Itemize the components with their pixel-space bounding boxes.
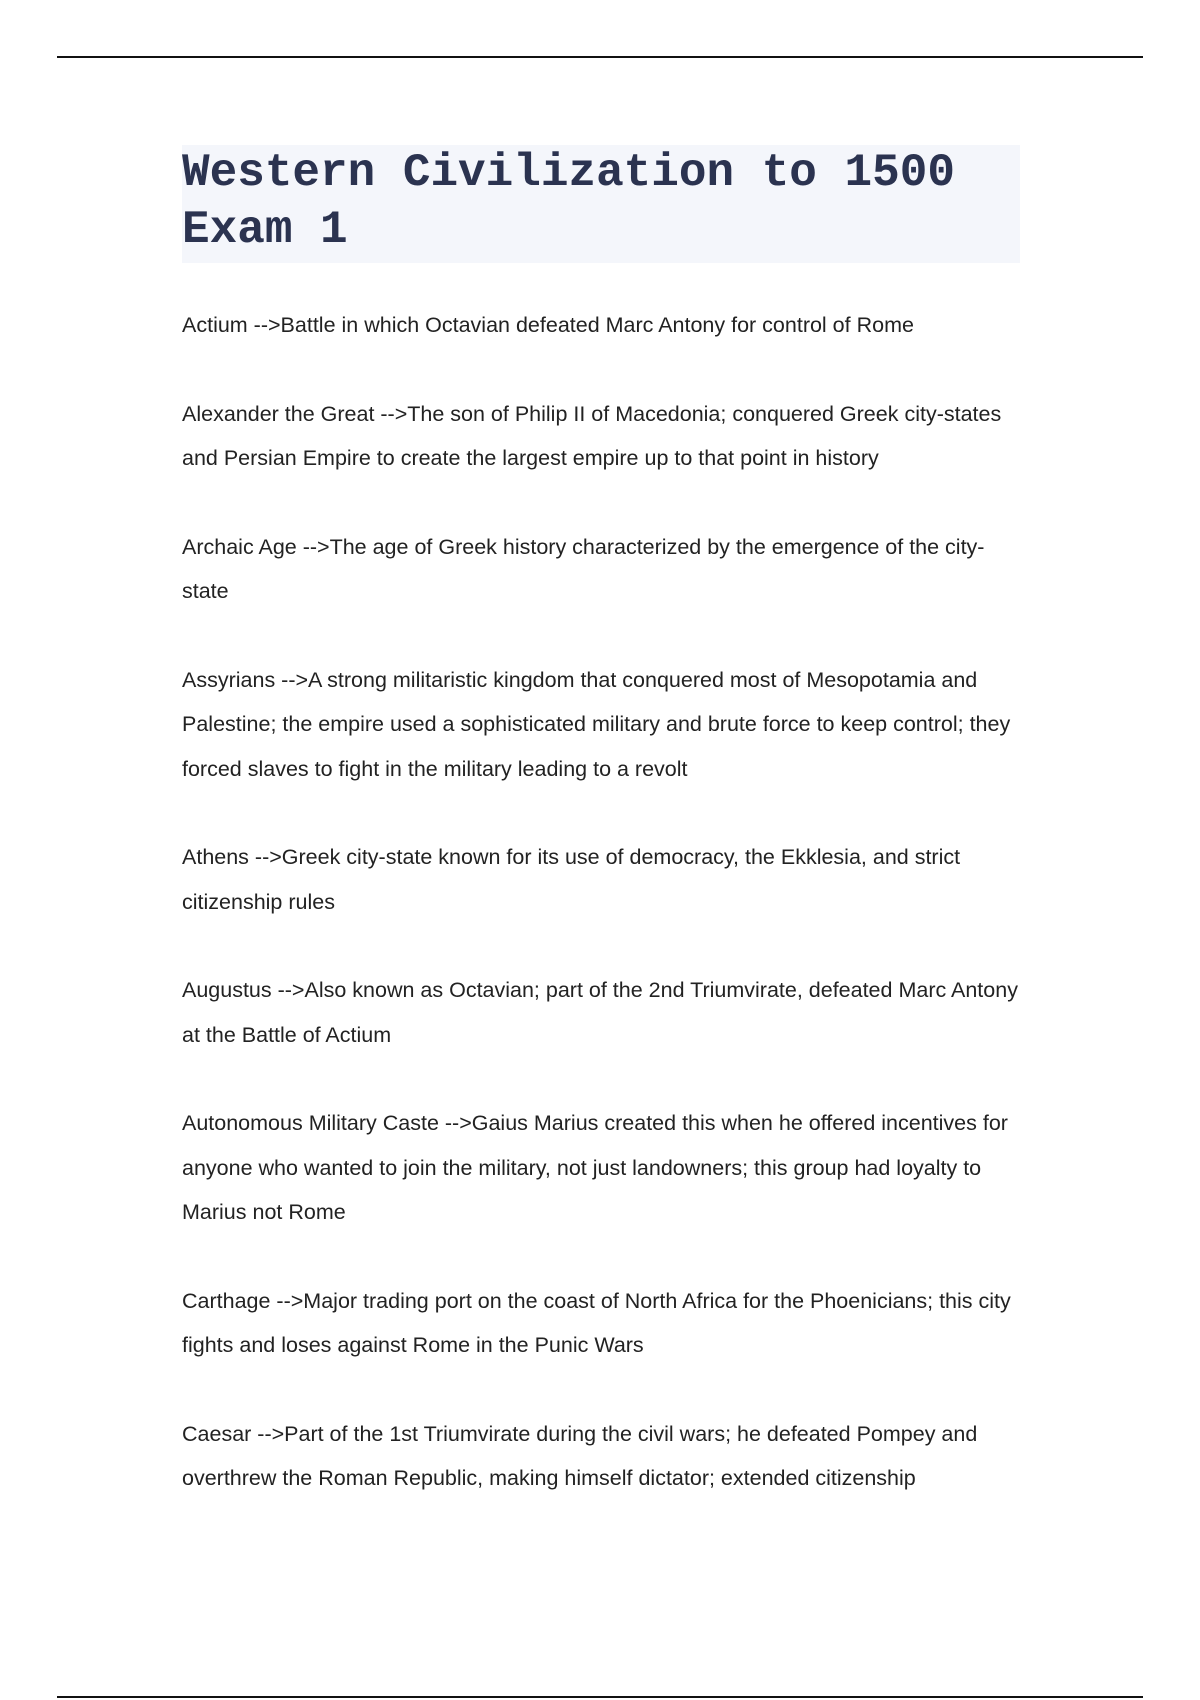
term-entry-actium: Actium -->Battle in which Octavian defeated Marc Antony for control of Rome	[182, 313, 914, 337]
term-list	[182, 303, 1020, 1501]
term-entry-carthage: Carthage -->Major trading port on the coast of North Africa for the Phoenicians; this city fights and loses against Rome in the Punic Wars	[182, 1288, 1011, 1357]
document-title	[182, 145, 1020, 259]
term-entry-augustus: Augustus -->Also known as Octavian; part of the 2nd Triumvirate, defeated Marc Antony at the Battle of Actium	[182, 978, 1018, 1047]
term-entry-assyrians: Assyrians -->A strong militaristic kingdom that conquered most of Mesopotamia and Palestine; the empire used a sophisticated military and brute force to keep control; they forced slaves to fight in the military leading to a revolt	[182, 667, 1011, 781]
title-line-2: Exam 1	[182, 204, 348, 256]
document-body	[182, 145, 1020, 1545]
term-entry-alexander: Alexander the Great -->The son of Philip II of Macedonia; conquered Greek city-states and Persian Empire to create the largest empire up to that point in history	[182, 401, 1002, 470]
term-entry-caesar: Caesar -->Part of the 1st Triumvirate during the civil wars; he defeated Pompey and overthrew the Roman Republic, making himself dictator; extended citizenship	[182, 1421, 978, 1490]
term-entry-athens: Athens -->Greek city-state known for its use of democracy, the Ekklesia, and strict citizenship rules	[182, 845, 961, 914]
title-line-1: Western Civilization to 1500	[182, 147, 955, 199]
term-entry-autonomous-military-caste: Autonomous Military Caste -->Gaius Marius created this when he offered incentives for anyone who wanted to join the military, not just landowners; this group had loyalty to Marius not Rome	[182, 1111, 1008, 1224]
title-block	[182, 145, 1020, 263]
bottom-rule	[57, 1696, 1143, 1698]
top-rule	[57, 56, 1143, 58]
term-entry-archaic-age: Archaic Age -->The age of Greek history characterized by the emergence of the city-state	[182, 534, 985, 603]
